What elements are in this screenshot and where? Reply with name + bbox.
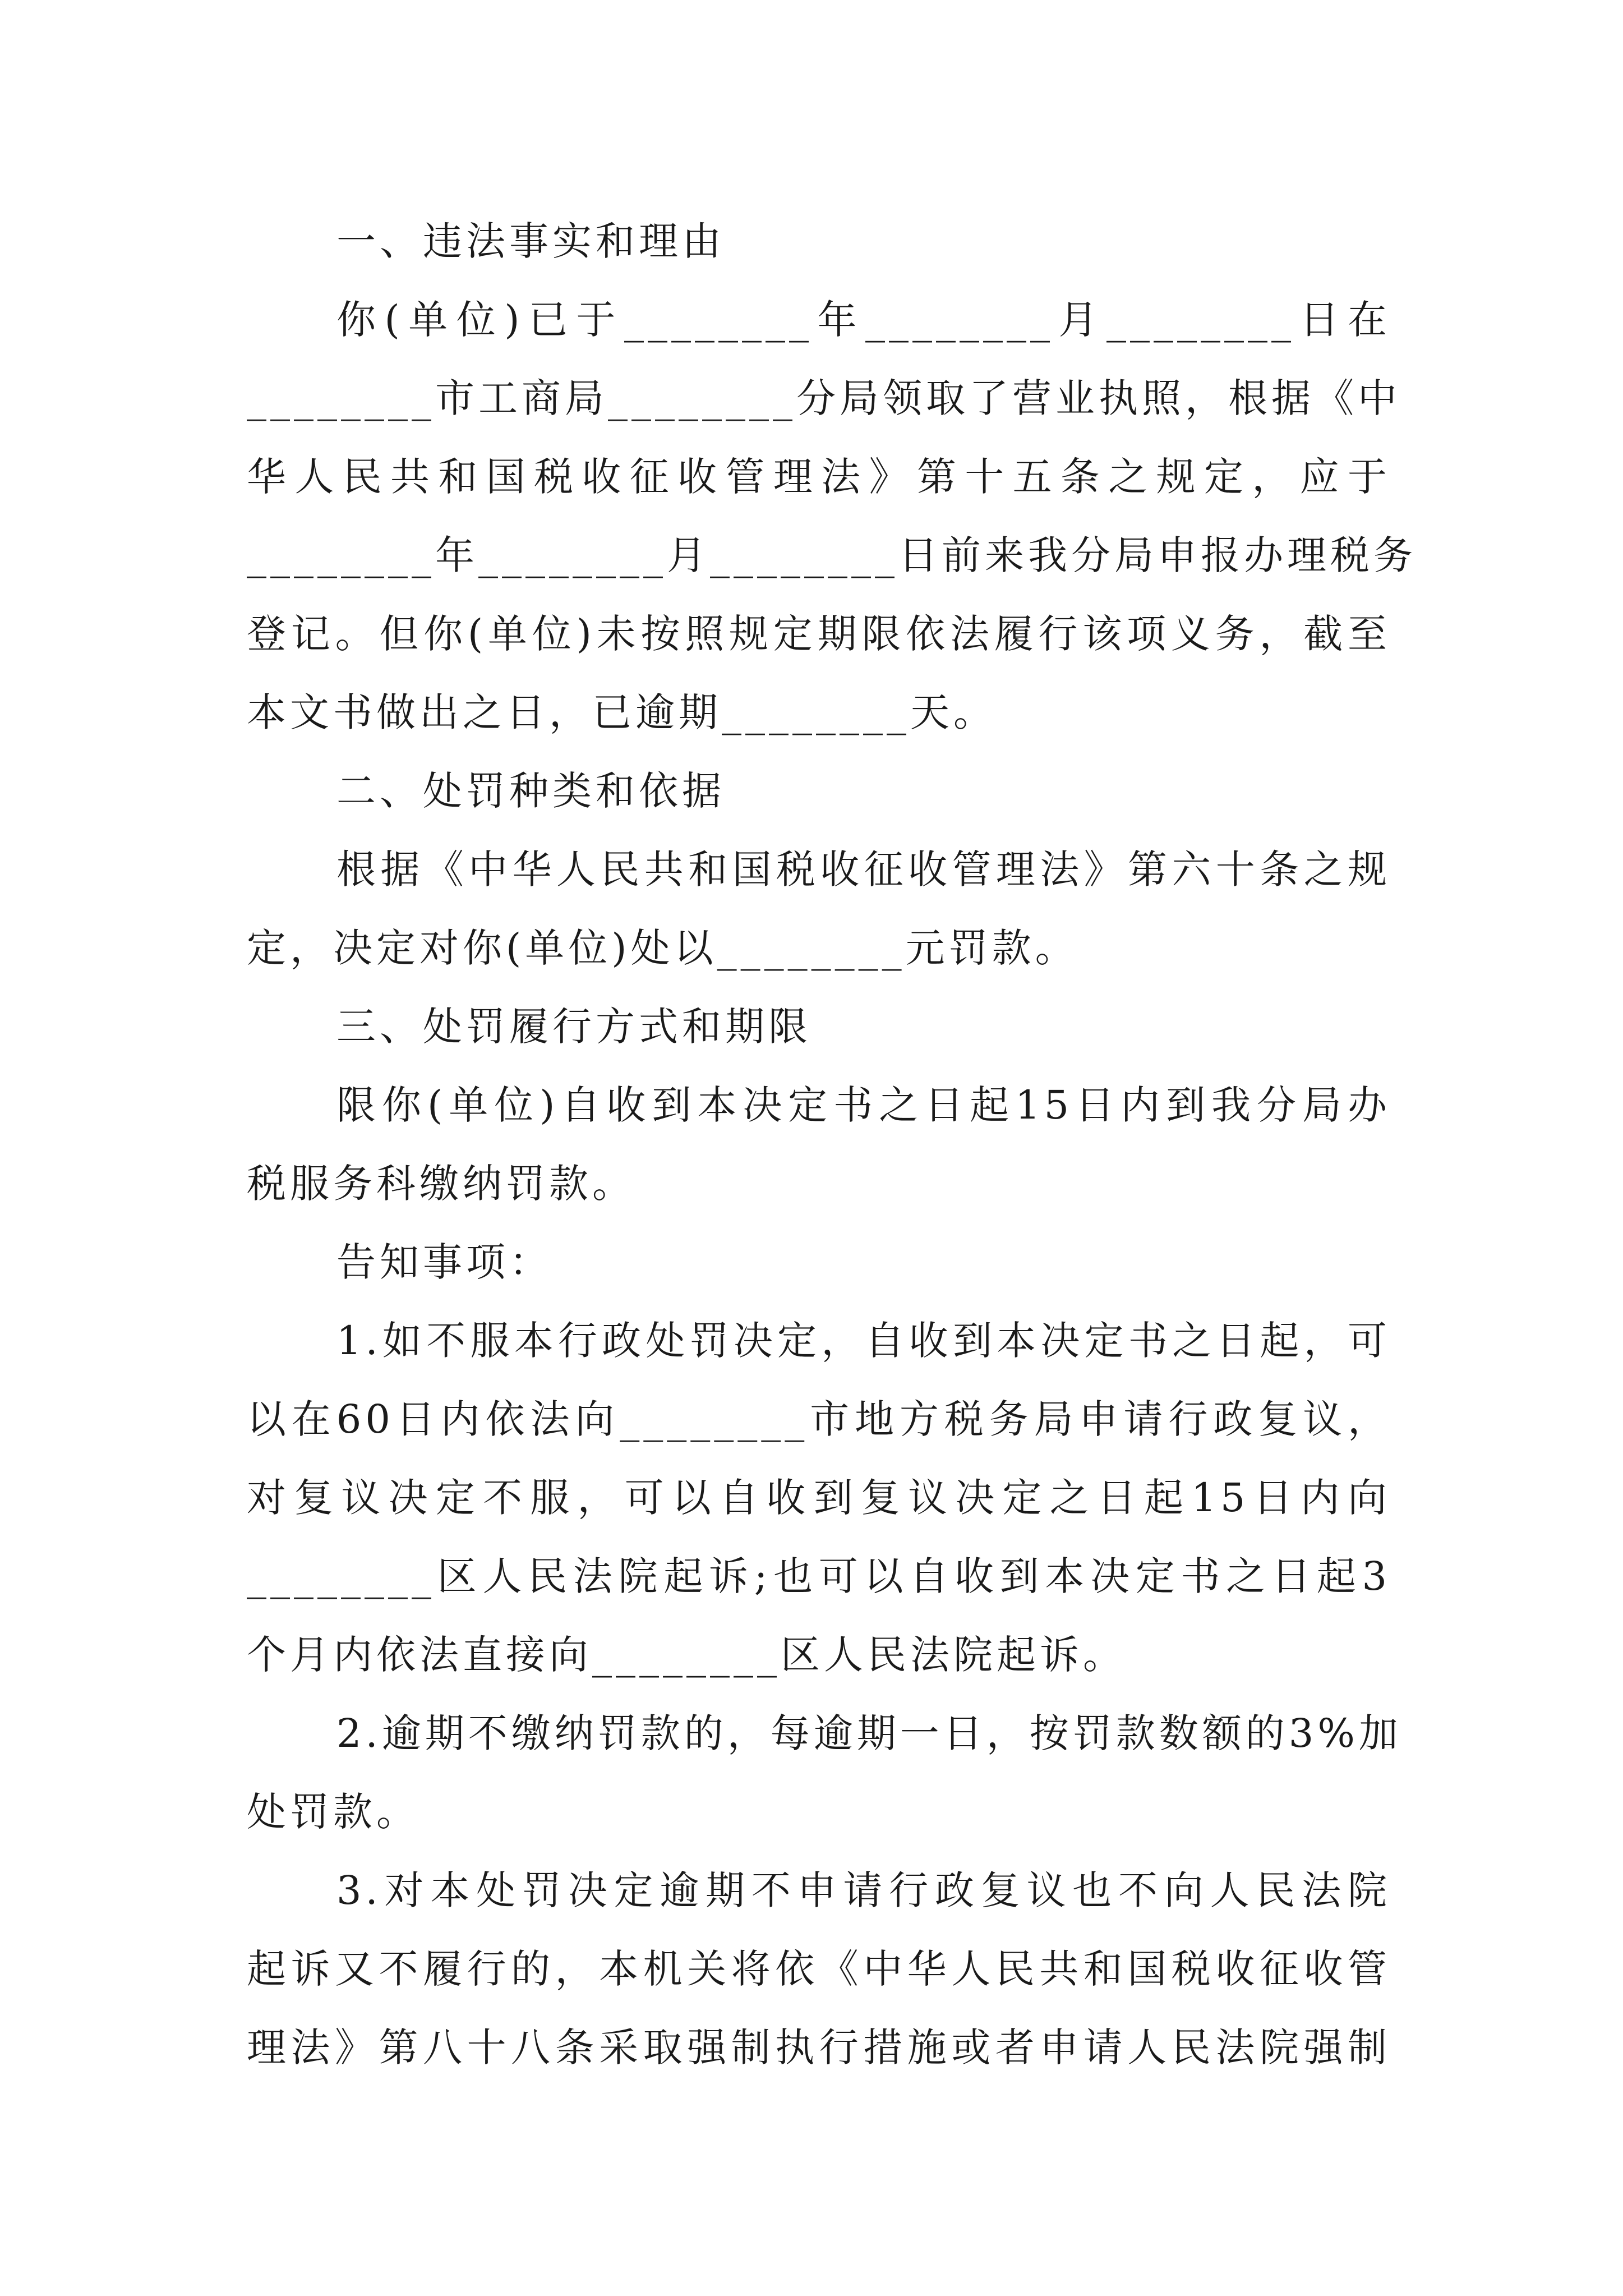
section-heading-penalty-type: 二、处罚种类和依据 [336, 768, 725, 814]
notice-heading: 告知事项： [336, 1239, 552, 1285]
paragraph-line: 你(单位)已于________年________月________日在 [336, 297, 1391, 343]
notice-item-line: 对复议决定不服，可以自收到复议决定之日起15日内向 [247, 1475, 1391, 1521]
paragraph-line: 定，决定对你(单位)处以________元罚款。 [247, 925, 1078, 971]
paragraph-line: ________市工商局________分局领取了营业执照，根据《中 [247, 375, 1401, 421]
paragraph-line: 华人民共和国税收征收管理法》第十五条之规定，应于 [247, 454, 1391, 500]
notice-item-line: 以在60日内依法向________市地方税务局申请行政复议， [247, 1396, 1391, 1442]
notice-item-line: 3.对本处罚决定逾期不申请行政复议也不向人民法院 [336, 1867, 1391, 1913]
paragraph-line: 限你(单位)自收到本决定书之日起15日内到我分局办 [336, 1082, 1391, 1128]
paragraph-line: 税服务科缴纳罚款。 [247, 1161, 635, 1207]
notice-item-line: 起诉又不履行的，本机关将依《中华人民共和国税收征收管 [247, 1946, 1391, 1992]
paragraph-line: ________年________月________日前来我分局申报办理税务 [247, 532, 1417, 578]
notice-item-line: ________区人民法院起诉;也可以自收到本决定书之日起3 [247, 1553, 1391, 1599]
notice-item-line: 1.如不服本行政处罚决定，自收到本决定书之日起，可 [336, 1318, 1391, 1364]
notice-item-line: 处罚款。 [247, 1789, 419, 1835]
section-heading-penalty-method: 三、处罚履行方式和期限 [336, 1004, 811, 1050]
paragraph-line: 登记。但你(单位)未按照规定期限依法履行该项义务，截至 [247, 611, 1391, 657]
paragraph-line: 根据《中华人民共和国税收征收管理法》第六十条之规 [336, 846, 1391, 892]
paragraph-line: 本文书做出之日，已逾期________天。 [247, 689, 997, 735]
notice-item-line: 2.逾期不缴纳罚款的，每逾期一日，按罚款数额的3%加 [336, 1710, 1402, 1756]
section-heading-violation-facts: 一、违法事实和理由 [336, 218, 725, 264]
notice-item-line: 个月内依法直接向________区人民法院起诉。 [247, 1632, 1126, 1678]
notice-item-line: 理法》第八十八条采取强制执行措施或者申请人民法院强制 [247, 2024, 1391, 2070]
